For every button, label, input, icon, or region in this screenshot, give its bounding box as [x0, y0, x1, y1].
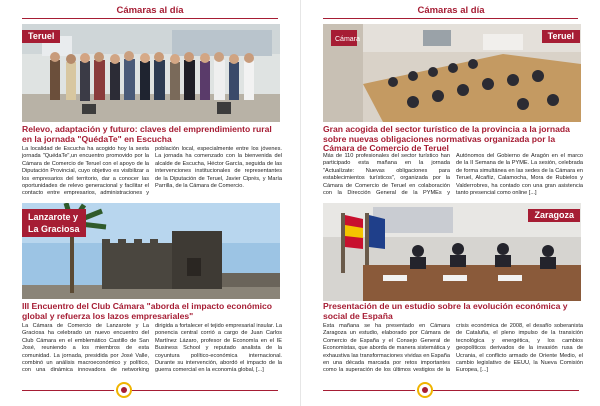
camara-logo-icon	[116, 382, 132, 398]
footer-divider-right	[433, 390, 579, 391]
section-header: Cámaras al día	[116, 5, 184, 16]
footer-divider-left	[323, 390, 415, 391]
header-divider	[323, 18, 578, 19]
footer-divider-left	[22, 390, 114, 391]
article-3-tag: Teruel	[542, 30, 580, 43]
article-3-body: Más de 110 profesionales del sector turístico han participado esta mañana en la jornada "Actualízate: Nuevas obligaciones para establecimientos turísticos", organizada por la Cámara de Comercio de Teruel en colaboración con la Dirección General de la PYMEs y Autónomos del Gobierno de Aragón en el marco de la II Semana de la PYME. La sesión, celebrada de forma simultánea en las sedes de la Cámara en Teruel, Alcañiz, Calamocha, Mora de Rubielos y Valderrobres, ha contado con una gran asistencia tanto presencial como online [...]	[323, 153, 583, 197]
article-1-tag: Teruel	[22, 30, 60, 43]
camara-sign-text: Cámara	[335, 36, 360, 43]
article-2-title: III Encuentro del Club Cámara "aborda el impacto económico global y refuerza los lazos empresariales"	[22, 301, 273, 321]
group-photo-image	[22, 24, 280, 122]
article-2-tag: Lanzarote y La Graciosa	[22, 209, 86, 237]
article-4-tag: Zaragoza	[528, 209, 580, 222]
article-1-photo	[22, 24, 280, 122]
article-1-body: La localidad de Escucha ha acogido hoy la sexta jornada "QuédaTe",un encuentro promovido por la Cámara de Comercio de Teruel con el apoyo de la Diputación Provincial, cuyo objetivo es visibilizar a los empresarios del territorio, dar a conocer las oportunidades de relevo generacional y facilitar el contacto entre empresarios, administraciones y población local, especialmente entre los jóvenes. La jornada ha comenzado con la bienvenida del alcalde de Escucha, Héctor García, seguida de las intervenciones institucionales de representantes de la Diputación de Teruel, Javier Ciprés, y María Parrilla, de la Cámara de Comercio.	[22, 146, 282, 197]
article-4-body: Esta mañana se ha presentado en Cámara Zaragoza un estudio, elaborado por Cámara de Comercio de España y el Consejo General de Economistas, que aborda de manera sistemática y exhaustiva las transformaciones vividas en España en una década marcada por retos importantes como la superación de los últimos vestigios de la crisis económica de 2008, el desafío soberanista de Cataluña, el pleno impulso de la transición tecnológica y energética, y los cambios geopolíticos derivados de la invasión rusa de Ucrania, el conflicto armado de Oriente Medio, el cambio legislativo de EEUU, la Nueva Comisión Europea, [...]	[323, 323, 583, 374]
header-divider	[22, 18, 278, 19]
article-1-title: Relevo, adaptación y futuro: claves del emprendimiento rural en la jornada "QuédaTe" en Escucha	[22, 124, 272, 144]
footer-divider-right	[132, 390, 278, 391]
camara-logo-icon	[417, 382, 433, 398]
section-header: Cámaras al día	[417, 5, 485, 16]
article-4-title: Presentación de un estudio sobre la evolución económica y social de España	[323, 301, 568, 321]
article-2-body: La Cámara de Comercio de Lanzarote y La Graciosa ha celebrado un nuevo encuentro del Club Cámara en el emblemático Castillo de San José, reuniendo a los miembros de esta comunidad. La jornada, presidida por José Valle, combinó un análisis macroeconómico y político, con una dinámica innovadora de networking dirigida a fortalecer el tejido empresarial insular. La ponencia central corrió a cargo de Juan Carlos Martínez Lázaro, profesor de Economía en el IE Business School y reputado analista de la coyuntura político-económica internacional. Durante su intervención, abordó el impacto de la guerra comercial en la economía global, [...]	[22, 323, 282, 374]
article-3-title: Gran acogida del sector turístico de la provincia a la jornada sobre nuevas obligaciones normativas organizada por la Cámara de Comercio de Teruel	[323, 124, 570, 153]
right-page	[300, 0, 600, 406]
